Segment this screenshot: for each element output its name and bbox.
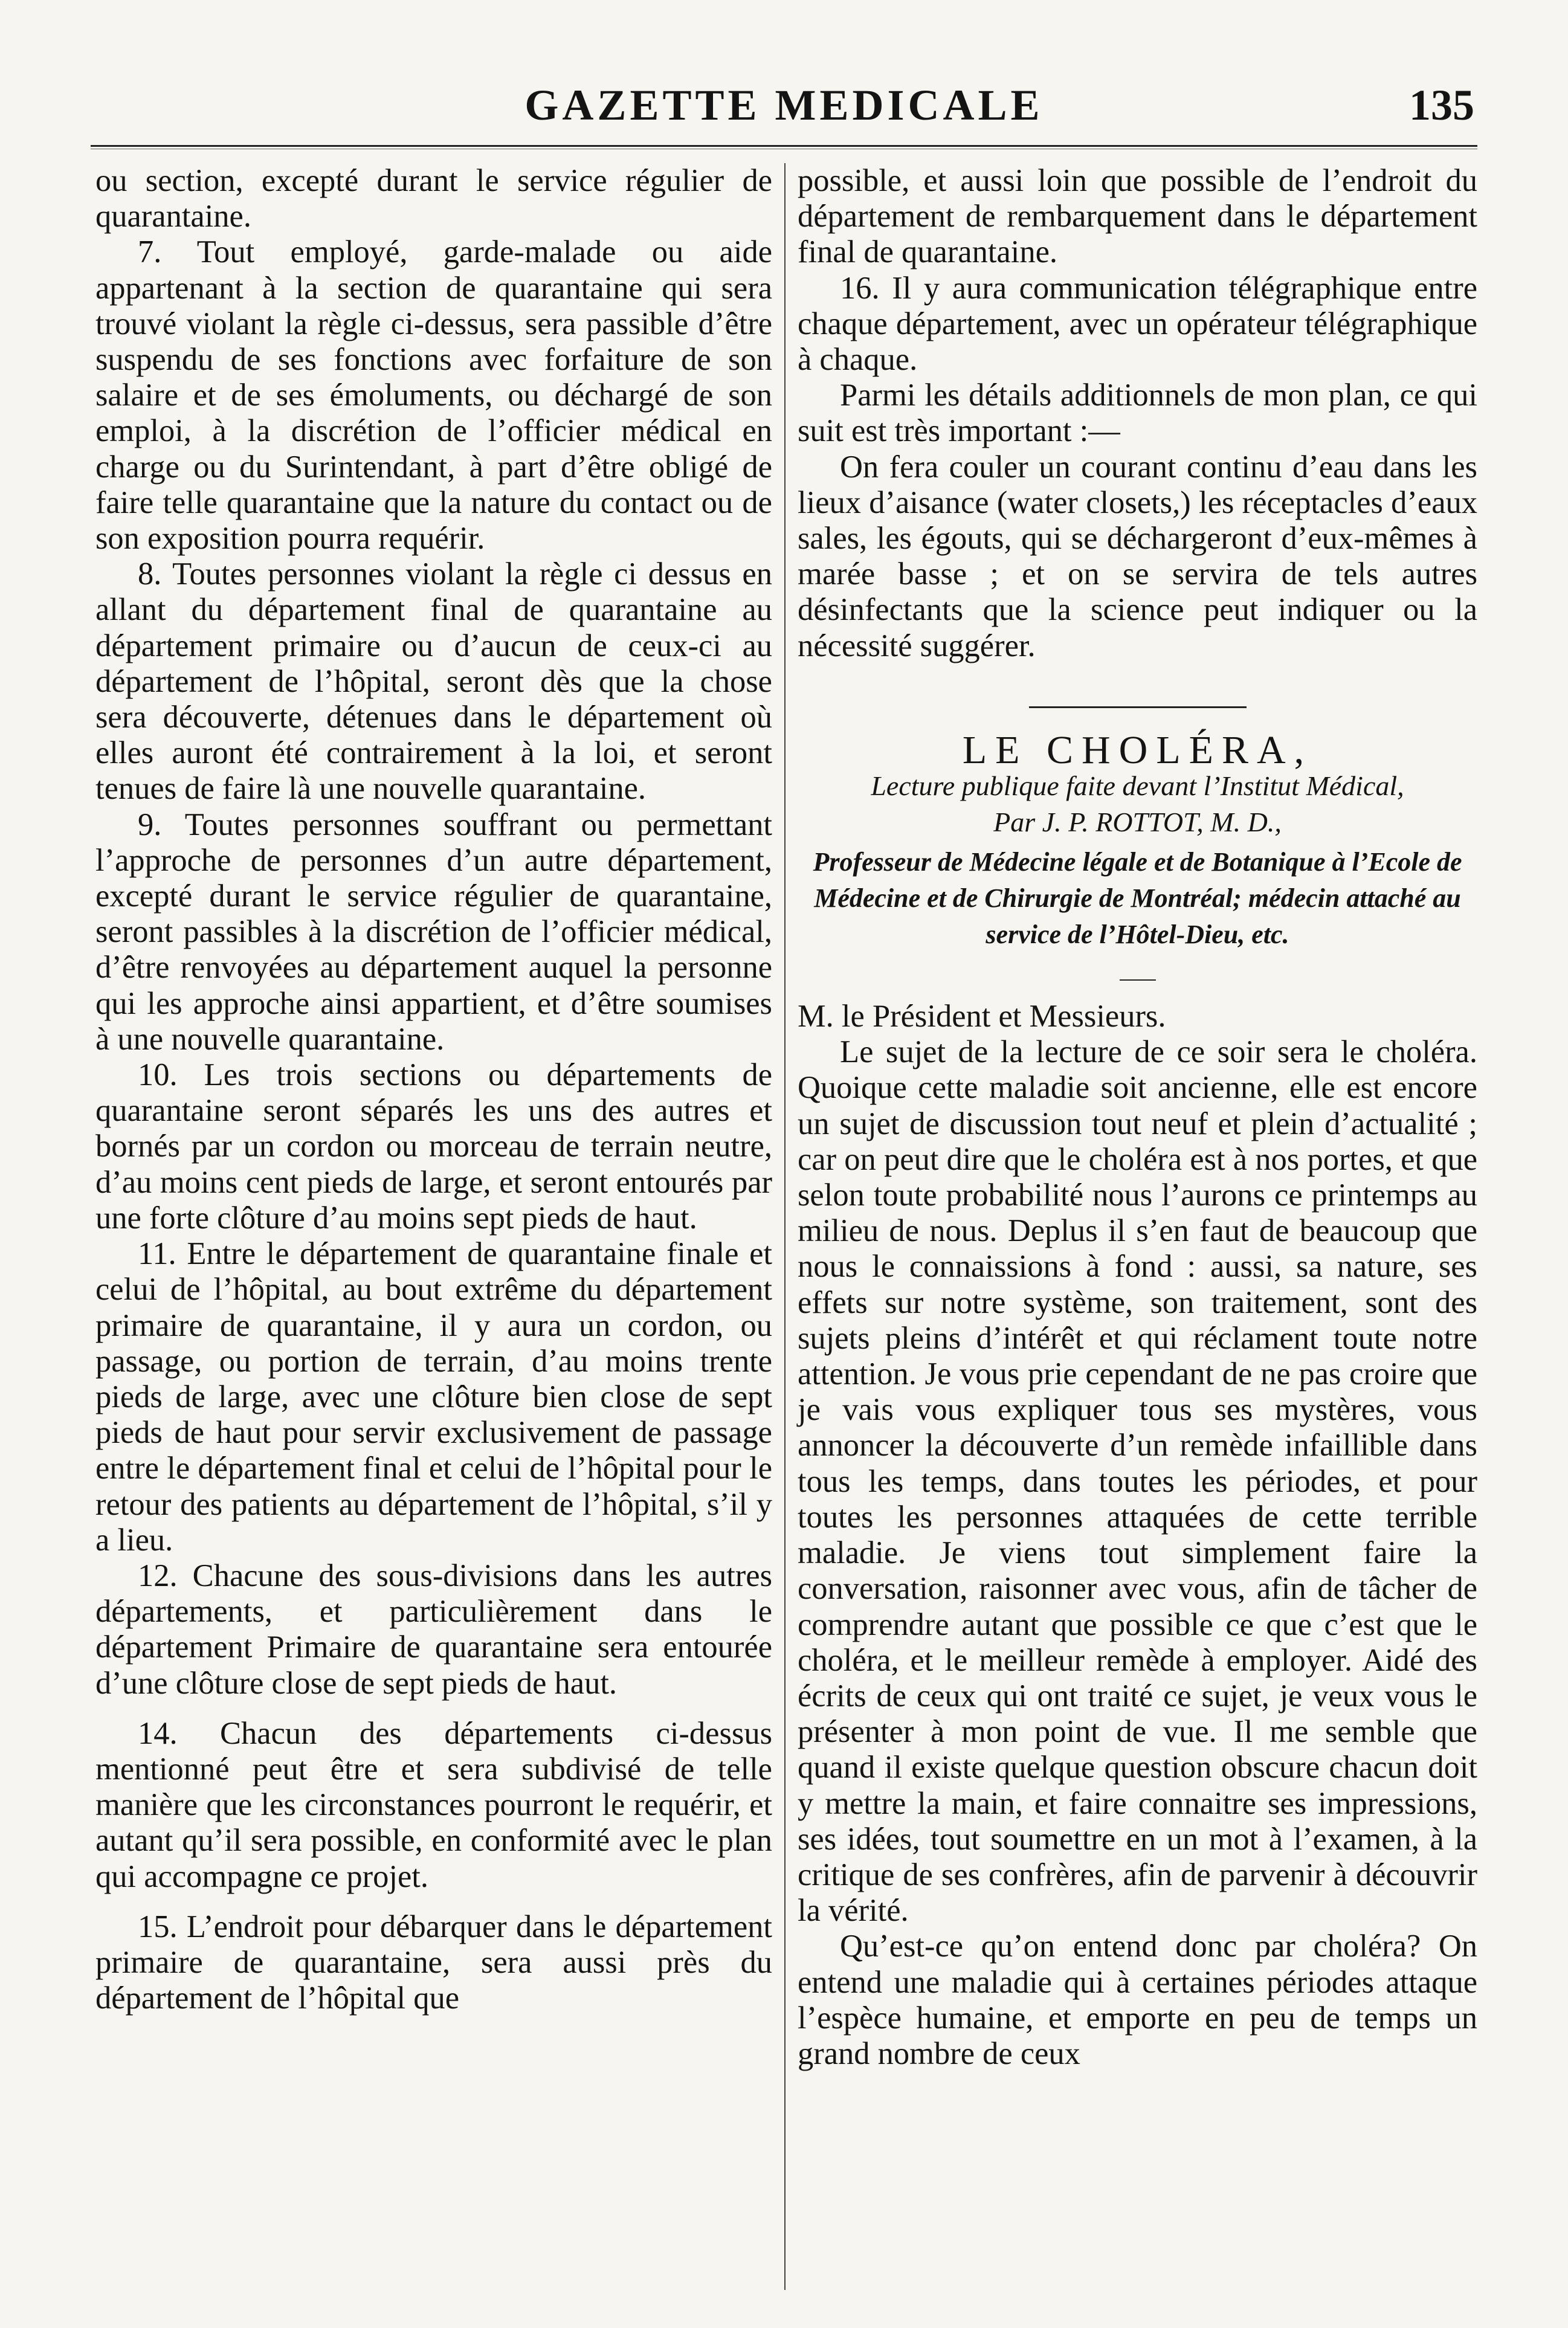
article-title: LE CHOLÉRA,: [962, 727, 1313, 772]
paragraph: On fera couler un courant continu d’eau dans les lieux d’aisance (water closets,) les réceptacles d’eaux sales, les égouts, qui se déchargeront d’eux-mêmes à marée basse ; et on se servira de tels autres désinfectants que la science peut indiquer ou la nécessité suggérer.: [798, 449, 1477, 663]
section-rule: [1029, 706, 1247, 708]
left-column: [95, 163, 772, 2290]
paragraph: 7. Tout employé, garde-malade ou aide appartenant à la section de quarantaine qui sera trouvé violant la règle ci-dessus, sera passible d’être suspendu de ses fonctions avec forfaiture de son salaire et de ses émoluments, ou déchargé de son emploi, à la discrétion de l’officier médical en charge ou du Surintendant, à part d’être obligé de faire telle quarantaine que la nature du contact ou de son exposition pourra requérir.: [95, 234, 772, 556]
salutation: M. le Président et Messieurs.: [798, 999, 1166, 1034]
article-author: Par J. P. ROTTOT, M. D.,: [993, 807, 1282, 838]
author-affiliation: Professeur de Médecine légale et de Botanique à l’Ecole de Médecine et de Chirurgie de Montréal; médecin attaché au service de l’Hôtel-Dieu, etc.: [813, 847, 1462, 950]
paragraph: ou section, excepté durant le service régulier de quarantaine.: [95, 163, 772, 234]
paragraph: 9. Toutes personnes souffrant ou permettant l’approche de personnes d’un autre département, excepté durant le service régulier de quarantaine, seront passibles à la discrétion de l’officier médical, d’être renvoyées au département auquel la personne qui les approche ainsi appartient, et d’être soumises à une nouvelle quarantaine.: [95, 807, 772, 1057]
article-subtitle: Lecture publique faite devant l’Institut Médical,: [871, 770, 1404, 802]
paragraph: 10. Les trois sections ou départements de quarantaine seront séparés les uns des autres et bornés par un cordon ou morceau de terrain neutre, d’au moins cent pieds de large, et seront entourés par une forte clôture d’au moins sept pieds de haut.: [95, 1057, 772, 1236]
paragraph: possible, et aussi loin que possible de l’endroit du département de rembarquement dans le département final de quarantaine.: [798, 163, 1477, 270]
page-number: 135: [1409, 81, 1474, 129]
masthead-title: GAZETTE MEDICALE: [524, 81, 1044, 129]
header-rule: [91, 145, 1477, 149]
column-divider: [784, 163, 786, 2290]
section-dash: [1120, 979, 1156, 981]
paragraph: 15. L’endroit pour débarquer dans le département primaire de quarantaine, sera aussi près du département de l’hôpital que: [95, 1909, 772, 2016]
paragraph: 16. Il y aura communication télégraphique entre chaque département, avec un opérateur télégraphique à chaque.: [798, 270, 1477, 378]
paragraph: Le sujet de la lecture de ce soir sera le choléra. Quoique cette maladie soit ancienne, elle est encore un sujet de discussion tout neuf et plein d’actualité ; car on peut dire que le choléra est à nos portes, et que selon toute probabilité nous l’aurons ce printemps au milieu de nous. Deplus il s’en faut de beaucoup que nous le connaissions à fond : aussi, sa nature, ses effets sur notre système, son traitement, sont des sujets pleins d’intérêt et qui réclament toute notre attention. Je vous prie cependant de ne pas croire que je vais vous expliquer tous ses mystères, vous annoncer la découverte d’un remède infaillible dans tous les temps, dans toutes les périodes, et pour toutes les personnes attaquées de cette terrible maladie. Je viens tout simplement faire la conversation, raisonner avec vous, afin de tâcher de comprendre autant que possible ce que c’est que le choléra, et le meilleur remède à employer. Aidé des écrits de ceux qui ont traité ce sujet, je veux vous le présenter à mon point de vue. Il me semble que quand il existe quelque question obscure chacun doit y mettre la main, et faire connaitre ses impressions, ses idées, tout soumettre en un mot à l’examen, à la critique de ses confrères, afin de parvenir à découvrir la vérité.: [798, 1034, 1477, 1929]
paragraph: Qu’est-ce qu’on entend donc par choléra? On entend une maladie qui à certaines périodes attaque l’espèce humaine, et emporte en peu de temps un grand nombre de ceux: [798, 1929, 1477, 2071]
right-column: [798, 163, 1477, 2290]
paragraph: 12. Chacune des sous-divisions dans les autres départements, et particulièrement dans le département Primaire de quarantaine sera entourée d’une clôture close de sept pieds de haut.: [95, 1558, 772, 1701]
paragraph: 11. Entre le département de quarantaine finale et celui de l’hôpital, au bout extrême du département primaire de quarantaine, il y aura un cordon, ou passage, ou portion de terrain, d’au moins trente pieds de large, avec une clôture bien close de sept pieds de haut pour servir exclusivement de passage entre le département final et celui de l’hôpital pour le retour des patients au département de l’hôpital, s’il y a lieu.: [95, 1236, 772, 1558]
paragraph: 14. Chacun des départements ci-dessus mentionné peut être et sera subdivisé de telle manière que les circonstances pourront le requérir, et autant qu’il sera possible, en conformité avec le plan qui accompagne ce projet.: [95, 1715, 772, 1894]
paragraph: Parmi les détails additionnels de mon plan, ce qui suit est très important :—: [798, 378, 1477, 449]
page-header: [94, 69, 1474, 136]
paragraph: 8. Toutes personnes violant la règle ci dessus en allant du département final de quarantaine au département primaire ou d’aucun de ceux-ci au département de l’hôpital, seront dès que la chose sera découverte, détenues dans le département où elles auront été contrairement à la loi, et seront tenues de faire là une nouvelle quarantaine.: [95, 556, 772, 807]
